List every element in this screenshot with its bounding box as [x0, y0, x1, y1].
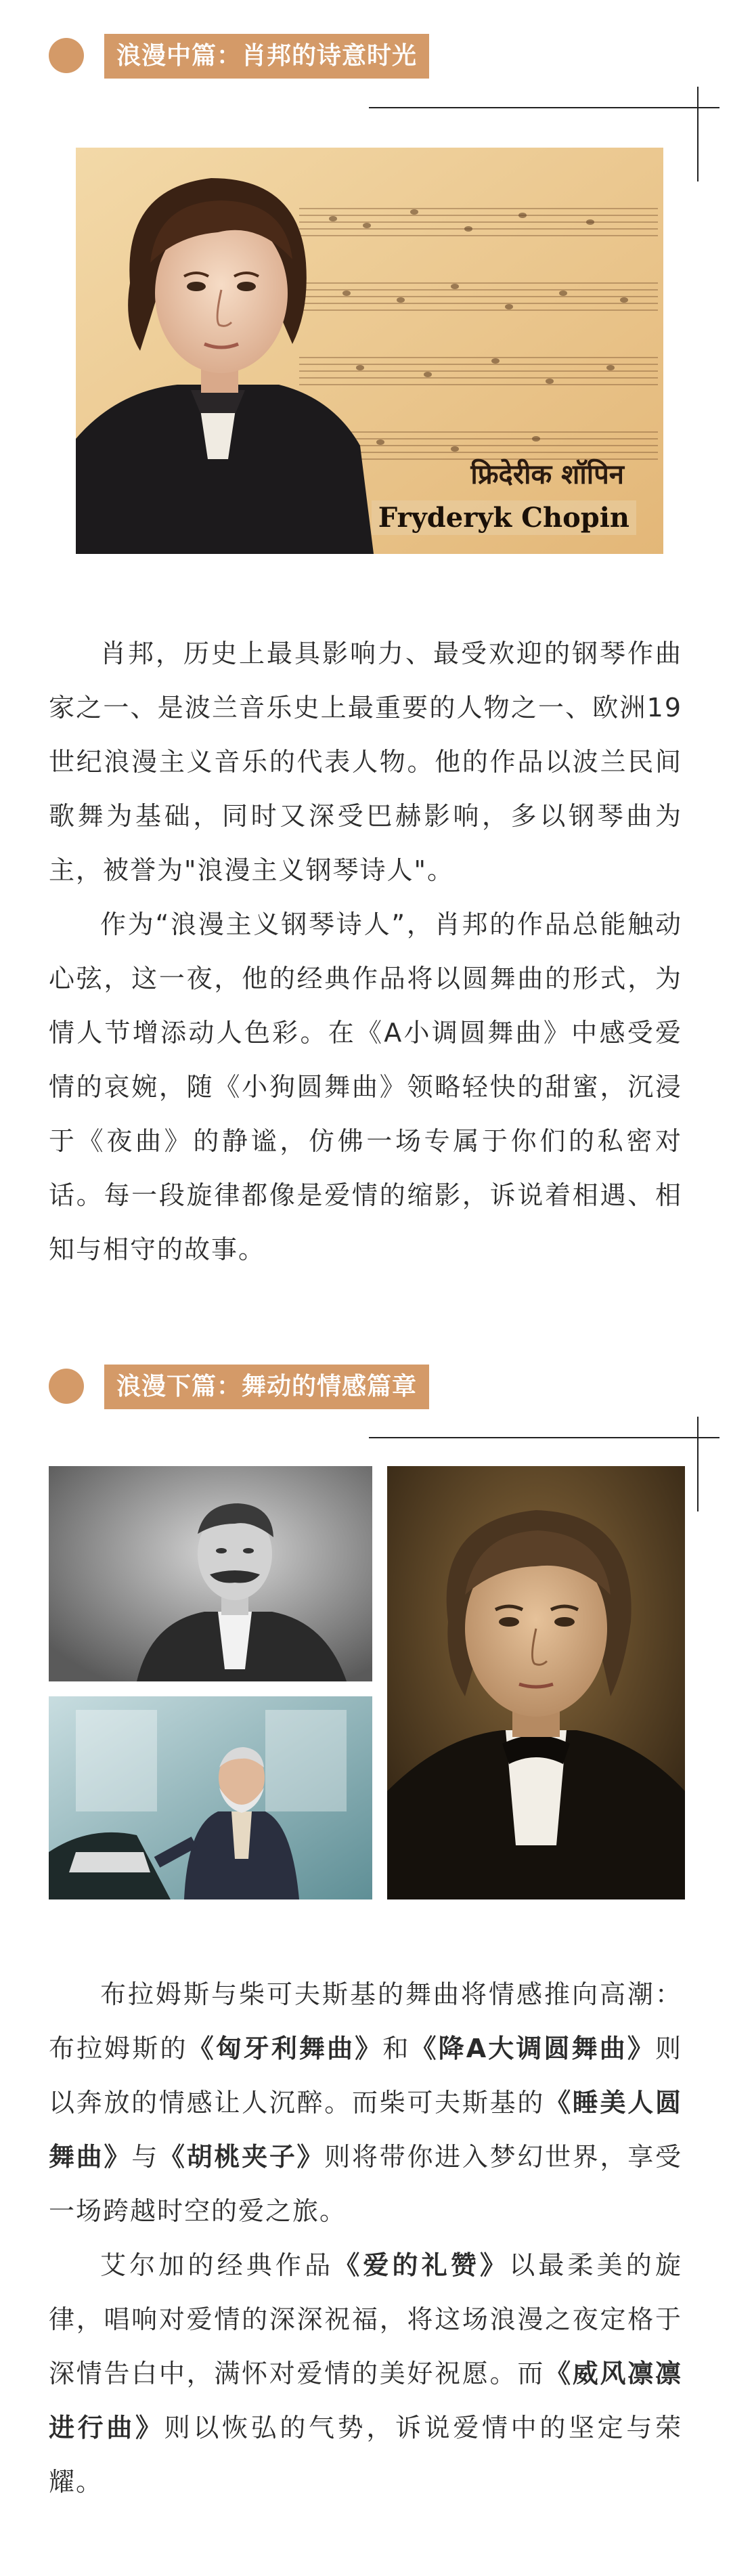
text-span: 以最柔美的旋律，唱响对爱情的深深祝福，将这场浪漫之夜定格于深情告白中，满怀对爱情的美好祝愿。而 — [49, 2250, 682, 2388]
decor-line-horizontal — [369, 1437, 719, 1438]
paragraph — [49, 2238, 682, 2509]
caption-latin: Fryderyk Chopin — [372, 500, 636, 535]
brahms-portrait-image — [387, 1466, 685, 1899]
decor-line-horizontal — [369, 107, 719, 108]
section-1-text — [49, 626, 682, 1276]
chopin-portrait-image — [76, 148, 663, 554]
work-title: 《匈牙利舞曲》 — [187, 2034, 383, 2063]
circle-bullet-icon — [49, 1369, 84, 1404]
tchaikovsky-painting-image — [49, 1696, 372, 1899]
text-span: 与 — [131, 2142, 159, 2172]
decor-line-vertical — [697, 1417, 699, 1511]
text-span: 艾尔加的经典作品 — [100, 2250, 334, 2280]
paragraph — [49, 1967, 682, 2238]
work-title: 《威风凛凛进行曲》 — [49, 2359, 682, 2443]
work-title: 《爱的礼赞》 — [334, 2250, 510, 2280]
elgar-photo-image — [49, 1466, 372, 1681]
caption-devanagari: फ्रिदेरीक शॉपिन — [470, 458, 624, 490]
decor-line-vertical — [697, 87, 699, 181]
section-2-text — [49, 1967, 682, 2509]
work-title: 《胡桃夹子》 — [158, 2142, 325, 2172]
text-span: 则将带你进入梦幻世界，享受一场跨越时空的爱之旅。 — [49, 2142, 682, 2226]
work-title: 《睡美人圆舞曲》 — [49, 2088, 682, 2172]
text-span: 则以奔放的情感让人沉醉。而柴可夫斯基的 — [49, 2034, 682, 2118]
work-title: 《降A大调圆舞曲》 — [410, 2034, 655, 2063]
paragraph: 肖邦，历史上最具影响力、最受欢迎的钢琴作曲家之一、是波兰音乐史上最重要的人物之一、欧洲19世纪浪漫主义音乐的代表人物。他的作品以波兰民间歌舞为基础，同时又深受巴赫影响，多以钢琴曲为主，被誉为"浪漫主义钢琴诗人"。 — [49, 639, 682, 885]
text-span: 则以恢弘的气势，诉说爱情中的坚定与荣耀。 — [49, 2413, 682, 2497]
paragraph: 作为“浪漫主义钢琴诗人”，肖邦的作品总能触动心弦，这一夜，他的经典作品将以圆舞曲的形式，为情人节增添动人色彩。在《A小调圆舞曲》中感受爱情的哀婉，随《小狗圆舞曲》领略轻快的甜蜜，沉浸于《夜曲》的静谧，仿佛一场专属于你们的私密对话。每一段旋律都像是爱情的缩影，诉说着相遇、相知与相守的故事。 — [49, 909, 682, 1264]
circle-bullet-icon — [49, 38, 84, 73]
text-span: 和 — [382, 2034, 411, 2063]
section-1-title: 浪漫中篇：肖邦的诗意时光 — [104, 34, 429, 79]
text-span: 布拉姆斯与柴可夫斯基的舞曲将情感推向高潮：布拉姆斯的 — [49, 1979, 682, 2063]
section-2-title: 浪漫下篇：舞动的情感篇章 — [104, 1365, 429, 1409]
